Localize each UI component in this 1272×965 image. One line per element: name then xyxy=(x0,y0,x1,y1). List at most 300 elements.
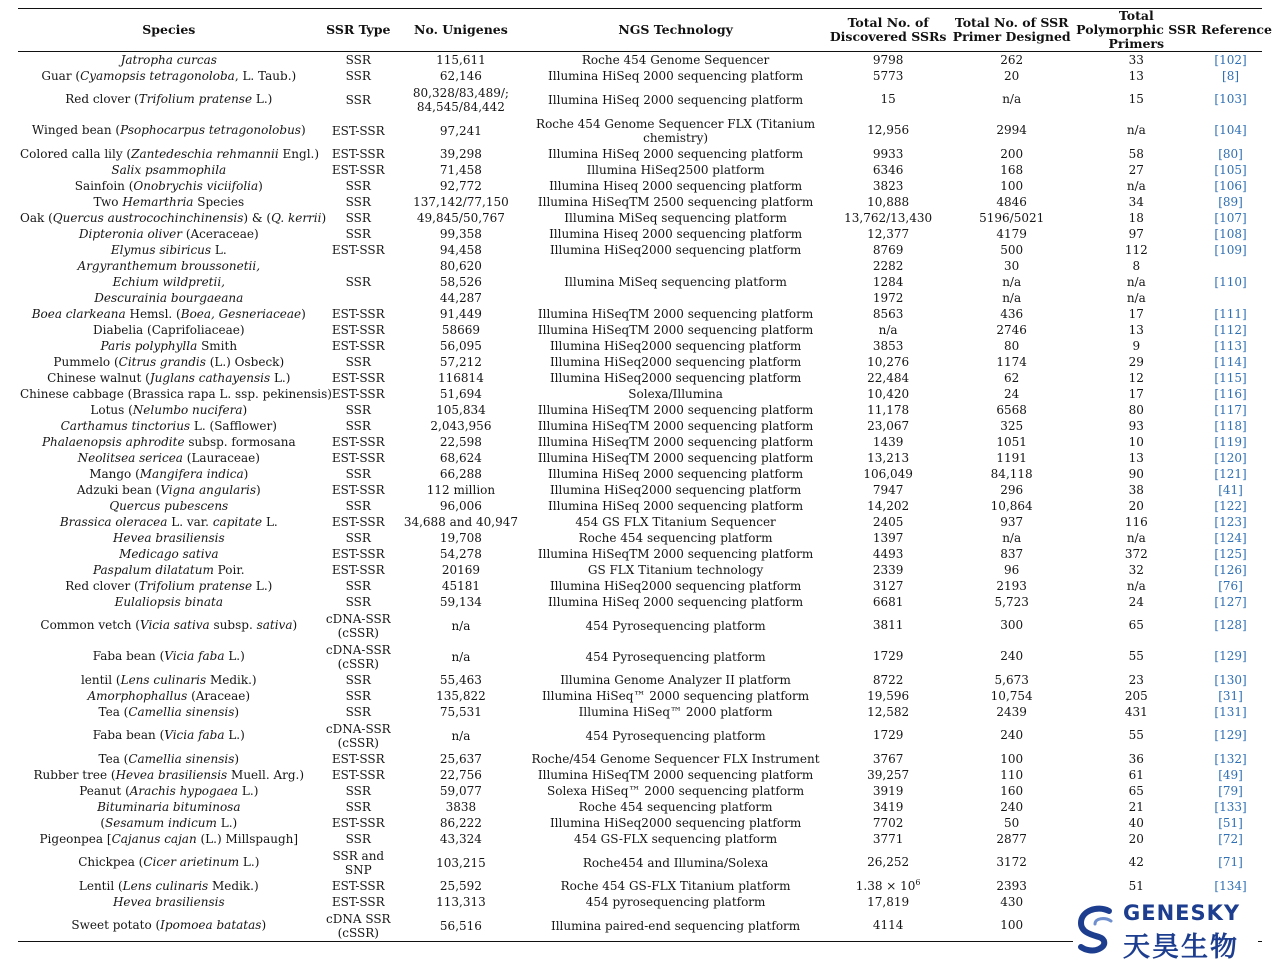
primers-designed-cell: 80 xyxy=(1004,338,1020,353)
species-name-fragment: Mango ( xyxy=(89,466,140,481)
unigenes-cell: 103,215 xyxy=(436,855,486,870)
primers-designed-cell: 6568 xyxy=(996,402,1027,417)
reference-link[interactable]: [49] xyxy=(1218,767,1243,782)
reference-link[interactable]: [132] xyxy=(1214,751,1247,766)
unigenes-cell: 94,458 xyxy=(439,242,482,257)
primers-designed-cell: 500 xyxy=(1000,242,1024,257)
species-name-fragment: (Aceraceae) xyxy=(182,226,259,241)
species-cell xyxy=(18,578,320,594)
table-row xyxy=(18,194,1262,210)
reference-link[interactable]: [71] xyxy=(1218,855,1243,869)
species-name-fragment: ) xyxy=(256,482,261,497)
reference-link[interactable]: [127] xyxy=(1214,594,1247,609)
ssr-type-cell: EST-SSR xyxy=(331,307,385,321)
reference-link[interactable]: [72] xyxy=(1218,831,1243,846)
unigenes-cell: 113,313 xyxy=(436,894,486,909)
ngs-technology-cell: 454 GS FLX Titanium Sequencer xyxy=(575,514,776,529)
ssr-type-cell: SSR xyxy=(345,499,371,513)
unigenes-cell: 59,134 xyxy=(439,594,482,609)
polymorphic-primers-cell: n/a xyxy=(1126,530,1146,545)
reference-link[interactable]: [76] xyxy=(1218,578,1243,593)
species-name-fragment: lentil ( xyxy=(80,672,121,687)
discovered-ssrs-cell xyxy=(826,704,950,720)
species-name-fragment: Red clover ( xyxy=(65,578,139,593)
ngs-technology-cell: Illumina HiSeq2000 sequencing platform xyxy=(549,242,802,257)
ngs-technology-cell: Illumina HiSeqTM 2000 sequencing platform xyxy=(537,546,814,561)
ssr-table xyxy=(18,8,1272,942)
species-name-fragment: Vicia sativa xyxy=(139,618,210,632)
unigenes-cell: 22,756 xyxy=(439,767,482,782)
unigenes-cell: 34,688 and 40,947 xyxy=(403,514,518,529)
species-cell xyxy=(18,847,320,878)
species-name-fragment: Elymus sibiricus xyxy=(110,242,212,257)
polymorphic-primers-value: n/a xyxy=(1126,275,1146,289)
reference-link[interactable]: [122] xyxy=(1214,498,1247,513)
primers-designed-cell: 2994 xyxy=(996,123,1027,137)
unigenes-cell: 66,288 xyxy=(439,466,482,481)
species-name-fragment: Sesamum indicum xyxy=(105,815,217,830)
ssr-type-cell: cDNA-SSR (cSSR) xyxy=(325,611,391,640)
ngs-technology-cell: Illumina HiSeqTM 2000 sequencing platform xyxy=(537,306,814,321)
unigenes-cell: 135,822 xyxy=(436,688,486,703)
table-row xyxy=(18,514,1262,530)
polymorphic-primers-cell: 23 xyxy=(1128,672,1144,687)
unigenes-cell: 56,095 xyxy=(439,338,482,353)
ssr-type-cell: EST-SSR xyxy=(331,483,385,497)
reference-link[interactable]: [79] xyxy=(1218,783,1243,798)
ngs-technology-cell: Illumina HiSeq2000 sequencing platform xyxy=(549,482,802,497)
discovered-ssrs-cell xyxy=(826,434,950,450)
discovered-ssrs-cell xyxy=(826,894,950,910)
species-name-fragment: L.) xyxy=(252,92,273,106)
species-name-fragment: L. xyxy=(211,242,227,257)
polymorphic-primers-cell: n/a xyxy=(1126,123,1146,137)
reference-link[interactable]: [119] xyxy=(1214,434,1247,449)
ssr-type-cell: EST-SSR xyxy=(331,879,385,893)
header-discovered-ssrs: Total No. of Discovered SSRs xyxy=(826,9,950,52)
table-row xyxy=(18,546,1262,562)
species-cell xyxy=(18,767,320,783)
species-name-fragment: Sweet potato ( xyxy=(71,918,161,932)
reference-link[interactable]: [106] xyxy=(1214,178,1247,193)
ssr-type-cell: EST-SSR xyxy=(331,752,385,766)
reference-link[interactable]: [123] xyxy=(1214,514,1247,529)
table-row xyxy=(18,338,1262,354)
reference-link[interactable]: [105] xyxy=(1214,162,1247,177)
reference-link[interactable]: [108] xyxy=(1214,226,1247,241)
species-cell xyxy=(18,386,332,402)
reference-link[interactable]: [125] xyxy=(1214,546,1247,561)
discovered-ssrs-value: 8722 xyxy=(872,672,904,687)
unigenes-cell: 3838 xyxy=(445,799,477,814)
reference-link[interactable]: [124] xyxy=(1214,530,1247,545)
species-name: Echium wildpretii, xyxy=(112,275,225,289)
discovered-ssrs-cell xyxy=(826,466,950,482)
header-polymorphic-primers: Total Polymorphic SSR Primers xyxy=(1073,9,1199,52)
reference-link[interactable]: [80] xyxy=(1218,146,1243,161)
unigenes-cell: 54,278 xyxy=(439,546,482,561)
ngs-technology-cell: Illumina HiSeqTM 2500 sequencing platform xyxy=(537,194,814,209)
reference-link[interactable]: [31] xyxy=(1218,688,1243,703)
discovered-ssrs-cell xyxy=(826,878,950,894)
polymorphic-primers-cell: 61 xyxy=(1128,767,1144,782)
reference-link[interactable]: [120] xyxy=(1214,450,1247,465)
species-name-fragment: L. xyxy=(262,514,278,529)
species-cell xyxy=(18,482,320,498)
ngs-technology-cell: Illumina HiSeqTM 2000 sequencing platform xyxy=(537,767,814,782)
ssr-type-cell: SSR xyxy=(345,69,371,83)
species-name-fragment: Amorphophallus xyxy=(87,688,188,703)
polymorphic-primers-value: n/a xyxy=(1126,291,1146,305)
primers-designed-cell: 160 xyxy=(1000,783,1024,798)
species-name-fragment: Colored calla lily ( xyxy=(20,146,132,161)
primers-designed-cell: 300 xyxy=(1000,618,1024,632)
ssr-type-cell: SSR xyxy=(345,195,371,209)
ssr-type-cell: EST-SSR xyxy=(331,451,385,465)
header-ssr-type: SSR Type xyxy=(320,9,397,52)
ssr-type-cell: EST-SSR xyxy=(331,547,385,561)
reference-link[interactable]: [104] xyxy=(1214,123,1247,137)
species-cell xyxy=(18,322,320,338)
species-cell xyxy=(18,84,320,115)
discovered-ssrs-value: 13,762/13,430 xyxy=(844,210,933,225)
discovered-ssrs-value: 11,178 xyxy=(867,402,910,417)
species-cell xyxy=(18,258,320,306)
discovered-ssrs-value: 26,252 xyxy=(867,855,910,869)
species-name-fragment: ) xyxy=(292,618,298,632)
discovered-ssrs-value: 8563 xyxy=(872,306,904,321)
species-name-fragment: Red clover ( xyxy=(65,92,139,106)
species-name-fragment: Cicer arietinum xyxy=(143,855,240,869)
discovered-ssrs-cell xyxy=(826,386,950,402)
species-name-fragment: ) xyxy=(301,306,306,321)
species-name-fragment: subsp. xyxy=(209,618,257,632)
primers-designed-cell: 1191 xyxy=(996,450,1027,465)
primers-designed-cell: 200 xyxy=(1000,146,1024,161)
polymorphic-primers-cell: 13 xyxy=(1128,322,1144,337)
table-row xyxy=(18,370,1262,386)
ssr-type-cell: SSR xyxy=(345,355,371,369)
primers-designed-cell: 2193 xyxy=(996,578,1027,593)
table-row xyxy=(18,178,1262,194)
reference-link[interactable]: [114] xyxy=(1214,354,1247,369)
primers-designed-cell: 937 xyxy=(1000,514,1024,529)
ngs-technology-cell: Illumina HiSeq 2000 sequencing platform xyxy=(548,498,804,513)
header-primer-designed: Total No. of SSR Primer Designed xyxy=(950,9,1074,52)
species-cell xyxy=(18,546,320,562)
species-name-fragment: ) xyxy=(234,751,240,766)
table-row xyxy=(18,751,1262,767)
ngs-technology-cell: Solexa/Illumina xyxy=(628,386,723,401)
species-name-fragment: Tea ( xyxy=(98,704,129,719)
discovered-ssrs-value: 9933 xyxy=(872,146,904,161)
ssr-type-cell: EST-SSR xyxy=(331,515,385,529)
discovered-ssrs-value: 1972 xyxy=(872,291,904,305)
reference-link[interactable]: [89] xyxy=(1218,194,1243,209)
ngs-technology-cell: Illumina HiSeq2500 platform xyxy=(586,162,765,177)
species-name: Argyranthemum broussonetii, xyxy=(77,259,261,273)
discovered-ssrs-value: 3823 xyxy=(872,178,904,193)
species-name-fragment: Boea clarkeana xyxy=(31,306,126,321)
ngs-technology-cell: Illumina HiSeqTM 2000 sequencing platform xyxy=(537,418,814,433)
primers-designed-cell: n/a xyxy=(1002,92,1022,106)
polymorphic-primers-cell: 33 xyxy=(1128,52,1144,67)
unigenes-cell: 62,146 xyxy=(439,68,482,83)
species-name-fragment: Medik.) xyxy=(206,672,257,687)
ssr-type-cell: EST-SSR xyxy=(331,163,385,177)
reference-link[interactable]: [115] xyxy=(1214,370,1247,385)
polymorphic-primers-cell: 58 xyxy=(1128,146,1144,161)
discovered-ssrs-value: 7947 xyxy=(872,482,904,497)
discovered-ssrs-value: 2405 xyxy=(872,514,904,529)
discovered-ssrs-value: 14,202 xyxy=(867,498,910,513)
species-name-fragment: L. var. xyxy=(167,514,213,529)
reference-link[interactable]: [41] xyxy=(1218,482,1243,497)
discovered-ssrs-value: 2282 xyxy=(872,259,904,273)
primers-designed-cell: 1174 xyxy=(996,354,1027,369)
species-cell xyxy=(18,115,320,146)
species-name-fragment: L.) xyxy=(216,815,238,830)
species-cell xyxy=(18,210,327,226)
ngs-technology-cell: Illumina HiSeq™ 2000 platform xyxy=(578,704,773,719)
species-cell xyxy=(18,878,320,894)
discovered-ssrs-value: 4114 xyxy=(872,918,904,932)
polymorphic-primers-cell: 18 xyxy=(1128,210,1144,225)
ngs-technology-cell: Illumina MiSeq sequencing platform xyxy=(564,210,787,225)
discovered-ssrs-cell xyxy=(826,226,950,242)
species-name-fragment: Jatropha curcas xyxy=(120,52,217,67)
species-cell xyxy=(18,338,320,354)
species-name-fragment: Muell. Arg.) xyxy=(227,767,305,782)
polymorphic-primers-cell: 10 xyxy=(1128,434,1144,449)
reference-link[interactable]: [118] xyxy=(1214,418,1247,433)
unigenes-cell: 86,222 xyxy=(439,815,482,830)
ngs-technology-cell: Solexa HiSeq™ 2000 sequencing platform xyxy=(547,783,805,798)
discovered-ssrs-cell xyxy=(826,450,950,466)
reference-link[interactable]: [109] xyxy=(1214,242,1247,257)
header-ngs-technology: NGS Technology xyxy=(525,9,827,52)
discovered-ssrs-value: 23,067 xyxy=(867,418,910,433)
unigenes-cell: n/a xyxy=(451,728,471,743)
discovered-ssrs-value: 5773 xyxy=(872,68,904,83)
reference-link[interactable]: [121] xyxy=(1214,466,1247,481)
species-cell xyxy=(18,751,320,767)
species-cell xyxy=(18,418,320,434)
discovered-ssrs-value: n/a xyxy=(878,322,898,337)
species-name-fragment: Pummelo ( xyxy=(53,354,119,369)
reference-link[interactable]: [107] xyxy=(1214,210,1247,225)
ngs-technology-cell: Illumina HiSeq2000 sequencing platform xyxy=(549,815,802,830)
species-name-fragment: Q. kerrii xyxy=(271,210,322,225)
species-name: Descurainia bourgaeana xyxy=(94,291,244,305)
species-cell xyxy=(18,434,320,450)
exponent: 6 xyxy=(915,877,921,887)
ngs-technology-cell: Roche 454 Genome Sequencer xyxy=(581,52,770,67)
primers-designed-cell: 2393 xyxy=(996,878,1027,893)
discovered-ssrs-cell xyxy=(826,258,950,306)
reference-link[interactable]: [112] xyxy=(1214,322,1247,337)
discovered-ssrs-value: 1729 xyxy=(872,728,904,742)
ssr-type-cell: EST-SSR xyxy=(331,768,385,782)
table-row xyxy=(18,720,1262,751)
reference-link[interactable]: [129] xyxy=(1214,649,1247,663)
ngs-technology-cell: Illumina MiSeq sequencing platform xyxy=(564,275,787,289)
ssr-type-cell: SSR xyxy=(345,211,371,225)
species-name-fragment: capitate xyxy=(212,514,263,529)
table-row xyxy=(18,306,1262,322)
discovered-ssrs-value: 1284 xyxy=(872,275,904,289)
discovered-ssrs-cell xyxy=(826,610,950,641)
discovered-ssrs-cell xyxy=(826,751,950,767)
species-name-fragment: (L.) Osbeck) xyxy=(205,354,285,369)
discovered-ssrs-cell xyxy=(826,306,950,322)
ssr-type-cell: SSR xyxy=(345,595,371,609)
discovered-ssrs-cell xyxy=(826,546,950,562)
polymorphic-primers-cell: 55 xyxy=(1128,649,1144,663)
ssr-type-cell: SSR xyxy=(345,53,371,67)
reference-link[interactable]: [126] xyxy=(1214,562,1247,577)
reference-link[interactable]: [113] xyxy=(1214,338,1247,353)
table-row xyxy=(18,767,1262,783)
reference-link[interactable]: [134] xyxy=(1214,878,1247,893)
table-row xyxy=(18,641,1262,672)
primers-designed-cell: 5,673 xyxy=(994,672,1029,687)
reference-link[interactable]: [130] xyxy=(1214,672,1247,687)
species-name-fragment: Pigeonpea [ xyxy=(39,831,112,846)
polymorphic-primers-cell: 65 xyxy=(1128,783,1144,798)
ssr-type-cell: EST-SSR xyxy=(331,323,385,337)
primers-designed-cell: 262 xyxy=(1000,52,1024,67)
discovered-ssrs-cell xyxy=(826,418,950,434)
discovered-ssrs-cell xyxy=(826,847,950,878)
header-unigenes: No. Unigenes xyxy=(397,9,525,52)
discovered-ssrs-cell xyxy=(826,115,950,146)
ngs-technology-cell: Illumina Hiseq 2000 sequencing platform xyxy=(549,226,803,241)
reference-link[interactable]: [128] xyxy=(1214,618,1247,632)
species-name-fragment: Nelumbo nucifera xyxy=(132,402,243,417)
polymorphic-primers-cell: 34 xyxy=(1128,194,1144,209)
ngs-technology-cell: Illumina HiSeq 2000 sequencing platform xyxy=(548,594,804,609)
table-row xyxy=(18,688,1262,704)
reference-link[interactable]: [111] xyxy=(1214,306,1247,321)
unigenes-cell: 71,458 xyxy=(439,162,482,177)
discovered-ssrs-cell xyxy=(826,720,950,751)
ngs-technology-cell: Illumina Genome Analyzer II platform xyxy=(560,672,791,687)
discovered-ssrs-value: 3767 xyxy=(872,751,904,766)
species-name-fragment: Onobrychis viciifolia xyxy=(133,178,259,193)
species-name-fragment: Adzuki bean ( xyxy=(76,482,161,497)
ssr-type-cell: SSR xyxy=(345,689,371,703)
ngs-technology-cell: Illumina HiSeqTM 2000 sequencing platform xyxy=(537,434,814,449)
unigenes-cell: 19,708 xyxy=(439,530,482,545)
unigenes-cell: 45181 xyxy=(441,578,481,593)
discovered-ssrs-cell xyxy=(826,370,950,386)
unigenes-value: 44,287 xyxy=(439,291,482,305)
polymorphic-primers-cell: 372 xyxy=(1124,546,1148,561)
discovered-ssrs-value: 9798 xyxy=(872,52,904,67)
species-name-fragment: Two xyxy=(93,194,123,209)
ssr-type-cell: EST-SSR xyxy=(331,435,385,449)
primers-designed-value: n/a xyxy=(1002,275,1022,289)
ssr-type-cell: SSR xyxy=(345,275,371,289)
species-name-fragment: Dipteronia oliver xyxy=(78,226,182,241)
reference-link[interactable]: [129] xyxy=(1214,728,1247,742)
polymorphic-primers-cell: 65 xyxy=(1128,618,1144,632)
unigenes-cell: 58669 xyxy=(441,322,481,337)
reference-link[interactable]: [51] xyxy=(1218,815,1243,830)
ngs-technology-cell: Illumina HiSeq2000 sequencing platform xyxy=(549,338,802,353)
reference-link[interactable]: [110] xyxy=(1214,274,1247,289)
ngs-technology-cell: Illumina HiSeq2000 sequencing platform xyxy=(549,370,802,385)
unigenes-value: 58,526 xyxy=(439,275,482,289)
species-name-fragment: Faba bean ( xyxy=(92,728,165,742)
discovered-ssrs-value: 3811 xyxy=(872,618,904,632)
discovered-ssrs-value: 12,956 xyxy=(867,123,910,137)
reference-link[interactable]: [8] xyxy=(1222,68,1240,83)
polymorphic-primers-cell: 12 xyxy=(1128,370,1144,385)
ssr-type-cell: EST-SSR xyxy=(331,895,385,909)
reference-link[interactable]: [102] xyxy=(1214,52,1247,67)
polymorphic-primers-cell: 32 xyxy=(1128,562,1144,577)
primers-designed-cell: 436 xyxy=(1000,306,1024,321)
table-row xyxy=(18,672,1262,688)
reference-link[interactable]: [116] xyxy=(1214,386,1247,401)
polymorphic-primers-cell: 55 xyxy=(1128,728,1144,742)
reference-link[interactable]: [131] xyxy=(1214,704,1247,719)
discovered-ssrs-value: 39,257 xyxy=(867,767,910,782)
reference-link[interactable]: [103] xyxy=(1214,92,1247,106)
ssr-type-cell: SSR xyxy=(345,784,371,798)
discovered-ssrs-cell xyxy=(826,910,950,942)
species-name-fragment: Juglans cathayensis xyxy=(149,370,271,385)
unigenes-cell: 116814 xyxy=(438,370,484,385)
species-name-fragment: Peanut ( xyxy=(79,783,130,798)
reference-link[interactable]: [117] xyxy=(1214,402,1247,417)
table-row xyxy=(18,799,1262,815)
primers-designed-cell: 110 xyxy=(1000,767,1024,782)
genesky-logo xyxy=(1073,901,1258,963)
ngs-technology-cell: Roche454 and Illumina/Solexa xyxy=(582,855,769,870)
species-name-fragment: Vicia faba xyxy=(164,649,225,663)
species-name-fragment: sativa xyxy=(256,618,293,632)
species-name-fragment: ) & ( xyxy=(243,210,272,225)
polymorphic-primers-cell: 36 xyxy=(1128,751,1144,766)
polymorphic-primers-cell: 13 xyxy=(1128,68,1144,83)
header-reference: Reference xyxy=(1199,9,1262,52)
discovered-ssrs-value: 3853 xyxy=(872,338,904,353)
table-row xyxy=(18,610,1262,641)
reference-link[interactable]: [133] xyxy=(1214,799,1247,814)
ssr-type-cell: EST-SSR xyxy=(331,816,385,830)
polymorphic-primers-cell: 29 xyxy=(1128,354,1144,369)
unigenes-cell: 25,637 xyxy=(439,751,482,766)
ngs-technology-cell: Roche 454 GS-FLX Titanium platform xyxy=(560,878,791,893)
species-name-fragment: Paris polyphylla xyxy=(100,338,198,353)
unigenes-cell: 51,694 xyxy=(439,386,482,401)
unigenes-cell: 49,845/50,767 xyxy=(416,210,505,225)
ngs-technology-cell: 454 Pyrosequencing platform xyxy=(585,649,766,664)
unigenes-cell: 55,463 xyxy=(439,672,482,687)
primers-designed-cell: 2877 xyxy=(996,831,1027,846)
discovered-ssrs-value: 3419 xyxy=(872,799,904,814)
species-name-fragment: Vicia faba xyxy=(164,728,225,742)
discovered-ssrs-value: 1439 xyxy=(872,434,904,449)
discovered-ssrs-value: 6346 xyxy=(872,162,904,177)
discovered-ssrs-cell xyxy=(826,338,950,354)
species-name-fragment: Psophocarpus tetragonolobus xyxy=(120,123,301,137)
species-name-fragment: Hevea brasiliensis xyxy=(112,530,225,545)
ngs-technology-cell: Illumina HiSeqTM 2000 sequencing platform xyxy=(537,322,814,337)
